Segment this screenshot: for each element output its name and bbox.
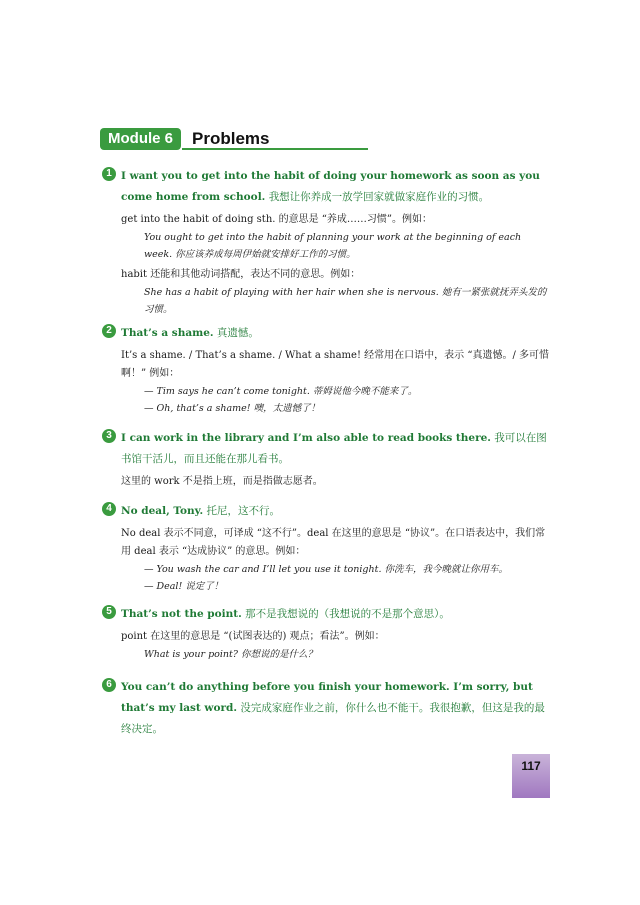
heading-chinese: 我可以在图书馆干活儿，而且还能在那儿看书。 (121, 432, 547, 465)
note-explanation: point 在这里的意思是 “(试图表达的) 观点；看法”。例如： (121, 631, 385, 642)
heading-english: No deal, Tony. (121, 505, 204, 517)
module-header (100, 128, 540, 150)
item-number: 1 (102, 167, 116, 181)
note-explanation: No deal 表示不同意，可译成 “这不行”。deal 在这里的意思是 “协议”。在口语表达中，我们常用 deal 表示 “达成协议” 的意思。例如： (121, 528, 546, 557)
note-item-4 (102, 501, 550, 595)
item-number: 5 (102, 605, 116, 619)
note-item-5 (102, 604, 550, 663)
heading-english: That’s not the point. (121, 608, 242, 620)
note-explanation: It’s a shame. / That’s a shame. / What a shame! 经常用在口语中，表示 “真遗憾。/ 多可惜啊！” 例如： (121, 350, 549, 379)
item-number: 2 (102, 324, 116, 338)
module-tag: Module 6 (100, 128, 181, 150)
heading-chinese: 没完成家庭作业之前，你什么也不能干。我很抱歉，但这是我的最终决定。 (121, 702, 545, 735)
page-number: 117 (512, 754, 550, 798)
heading-chinese: 托尼，这不行。 (206, 505, 281, 517)
heading-english: I can work in the library and I’m also able to read books there. (121, 432, 491, 444)
note-heading (121, 323, 550, 344)
note-explanation: habit 还能和其他动词搭配，表达不同的意思。例如： (121, 269, 361, 280)
module-title: Problems (192, 129, 270, 148)
example-sentence: What is your point? 你想说的是什么？ (144, 649, 317, 660)
heading-chinese: 我想让你养成一放学回家就做家庭作业的习惯。 (268, 191, 490, 203)
note-heading (121, 166, 550, 208)
item-number: 6 (102, 678, 116, 692)
note-heading (121, 501, 550, 522)
note-explanation: get into the habit of doing sth. 的意思是 “养成……习惯”。例如： (121, 214, 433, 225)
heading-english: That’s a shame. (121, 327, 214, 339)
dialogue-line: — Tim says he can’t come tonight. 蒂姆说他今晚不能来了。 (144, 386, 418, 397)
heading-chinese: 真遗憾。 (216, 327, 259, 339)
dialogue-line: — Deal! 说定了！ (144, 581, 224, 592)
heading-english: You can’t do anything before you finish your homework. I’m sorry, but that’s my last word. (121, 681, 533, 714)
note-heading (121, 428, 550, 470)
item-number: 3 (102, 429, 116, 443)
note-heading (121, 677, 550, 740)
note-item-1 (102, 166, 550, 318)
note-item-3 (102, 428, 550, 491)
heading-english: I want you to get into the habit of doing your homework as soon as you come home from school. (121, 170, 540, 203)
note-heading (121, 604, 550, 625)
example-sentence: You ought to get into the habit of planning your work at the beginning of each week. 你应该养成每周伊始就安排好工作的习惯。 (144, 232, 522, 260)
note-item-2 (102, 323, 550, 417)
header-rule (182, 148, 368, 150)
note-explanation: 这里的 work 不是指上班，而是指做志愿者。 (121, 476, 323, 487)
item-number: 4 (102, 502, 116, 516)
dialogue-line: — You wash the car and I’ll let you use it tonight. 你洗车，我今晚就让你用车。 (144, 564, 508, 575)
dialogue-line: — Oh, that’s a shame! 噢，太遗憾了！ (144, 403, 321, 414)
heading-chinese: 那不是我想说的（我想说的不是那个意思）。 (245, 608, 450, 620)
example-sentence: She has a habit of playing with her hair when she is nervous. 她有一紧张就抚弄头发的习惯。 (144, 287, 547, 315)
note-item-6 (102, 677, 550, 740)
